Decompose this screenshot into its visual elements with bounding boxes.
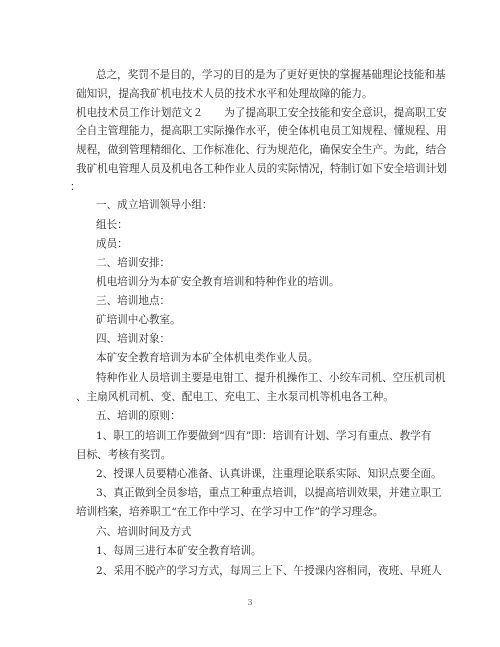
text-line: 目标、考核有奖罚。 bbox=[76, 449, 172, 461]
text-line: 、主扇风机司机、变、配电工、充电工、主水泵司机等机电各工种。 bbox=[76, 391, 394, 403]
section-heading: 五、培训的原则： bbox=[96, 410, 181, 422]
text-line: 总之，奖罚不是目的，学习的目的是为了更好更快的掌握基础理论技能和基 bbox=[96, 69, 446, 81]
text-line: 全自主管理能力，提高职工实际操作水平，使全体机电员工知规程、懂规程、用 bbox=[76, 125, 447, 137]
text-line: 机电培训分为本矿安全教育培训和特种作业的培训。 bbox=[96, 276, 340, 288]
text-line: 1、职工的培训工作要做到“四有”即：培训有计划、学习有重点、教学有 bbox=[96, 430, 432, 442]
text-line: 机电技术员工作计划范文２ 为了提高职工安全技能和安全意识，提高职工安 bbox=[76, 107, 447, 119]
page-number: 3 bbox=[247, 598, 253, 607]
text-line: 培训档案，培养职工“在工作中学习、在学习中工作”的学习理念。 bbox=[76, 506, 384, 518]
text-line: ： bbox=[70, 181, 81, 193]
text-line: 础知识，提高我矿机电技术人员的技术水平和处理故障的能力。 bbox=[76, 88, 373, 100]
text-line: 本矿安全教育培训为本矿全体机电类作业人员。 bbox=[96, 352, 319, 364]
text-line: 矿培训中心教室。 bbox=[96, 314, 181, 326]
section-heading: 三、培训地点： bbox=[96, 295, 171, 307]
section-heading: 四、培训对象： bbox=[96, 333, 171, 345]
text-line: 组长： bbox=[96, 219, 128, 231]
section-heading: 一、成立培训领导小组： bbox=[96, 199, 213, 211]
text-line: 3、真正做到全员参培，重点工种重点培训，以提高培训效果，并建立职工 bbox=[96, 487, 442, 499]
section-heading: 六、培训时间及方式 bbox=[96, 526, 192, 538]
text-line: 特种作业人员培训主要是电钳工、提升机操作工、小绞车司机、空压机司机 bbox=[96, 372, 446, 384]
section-heading: 二、培训安排： bbox=[96, 257, 171, 269]
text-line: 1、每周三进行本矿安全教育培训。 bbox=[96, 545, 262, 557]
text-line: 2、采用不脱产的学习方式，每周三上下、午授课内容相同，夜班、早班人 bbox=[96, 565, 442, 577]
text-line: 2、授课人员要精心准备、认真讲课，注重理论联系实际、知识点要全面。 bbox=[96, 468, 442, 480]
text-line: 成员： bbox=[96, 238, 128, 250]
text-line: 规程，做到管理精细化、工作标准化、行为规范化，确保安全生产。为此，结合 bbox=[76, 144, 447, 156]
text-line: 我矿机电管理人员及机电各工种作业人员的实际情况，特制订如下安全培训计划 bbox=[76, 163, 447, 175]
